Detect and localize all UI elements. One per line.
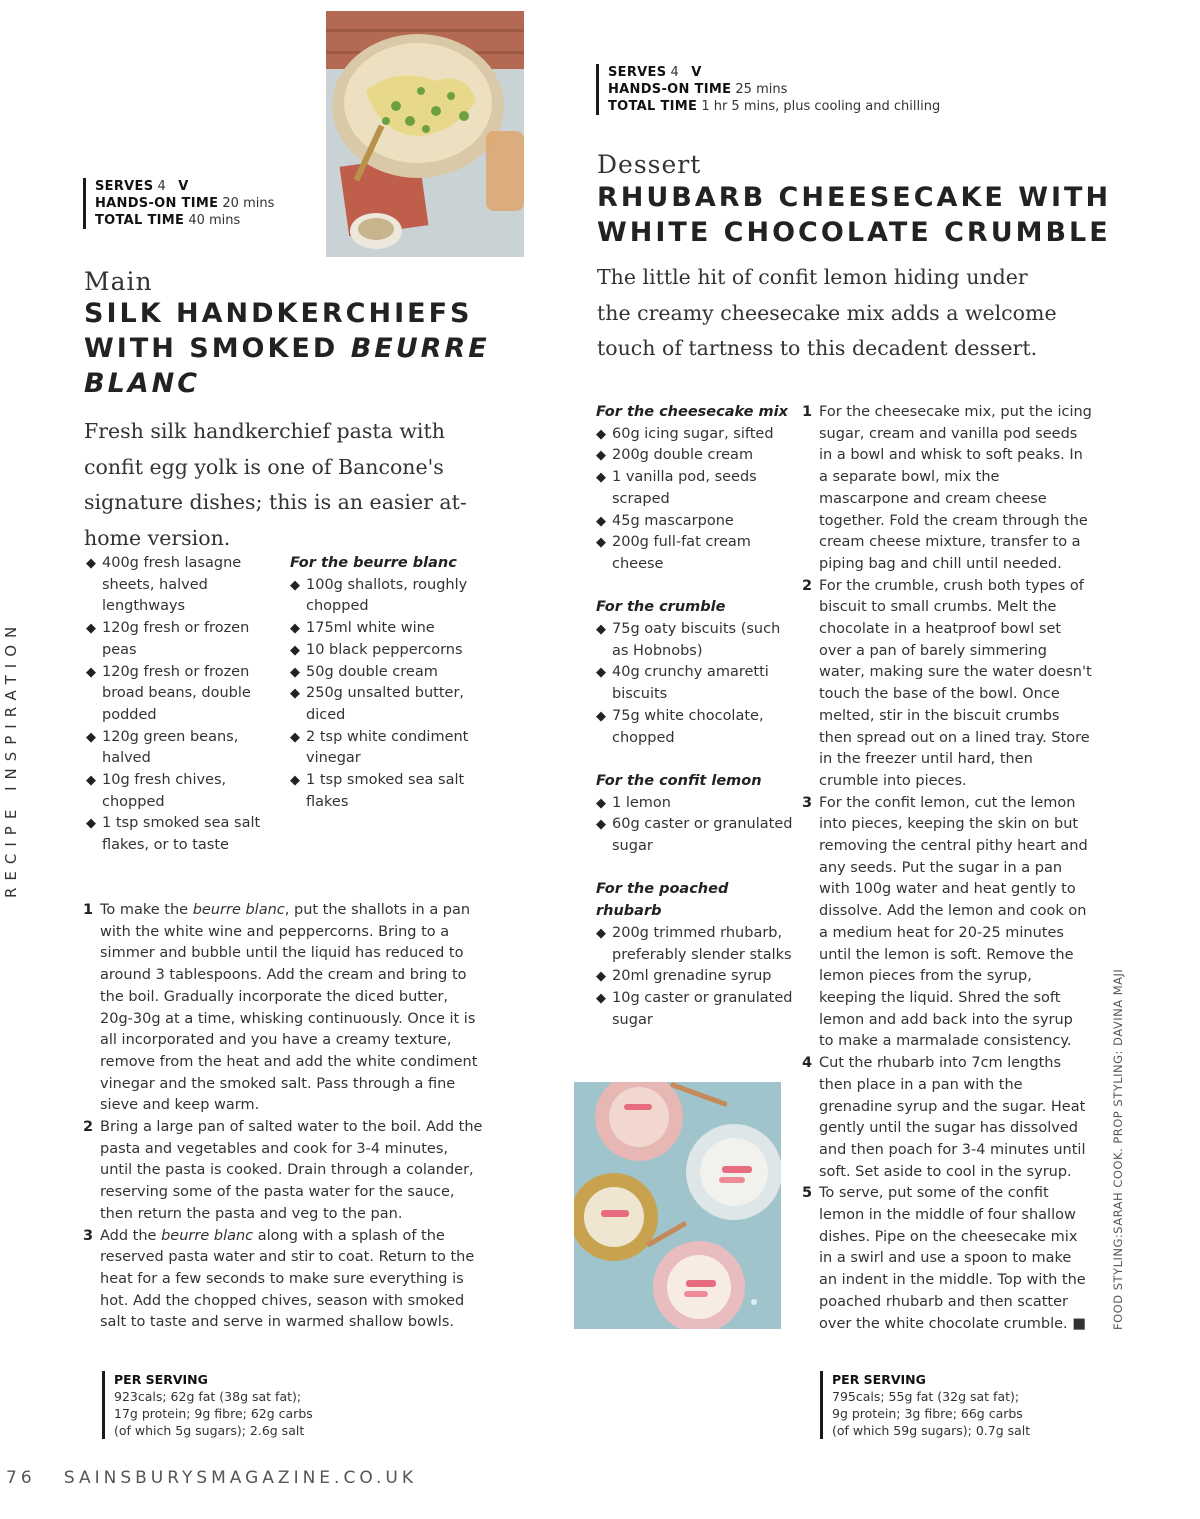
hands-on-label: HANDS-ON TIME: [608, 82, 732, 97]
ingredient-item: ◆ 400g fresh lasagne sheets, halved lengthways: [86, 553, 276, 618]
ingredient-heading: For the poached rhubarb: [596, 881, 729, 920]
ingredient-item: ◆ 50g double cream: [290, 662, 500, 684]
step-text: For the cheesecake mix, put the icing sugar, cream and vanilla pod seeds in a bowl and whisk to soft peaks. In a separate bowl, mix the mascarpone and cream cheese together. Fold the cream through the cream cheese mixture, transfer to a piping bag and chill until needed.: [819, 404, 1092, 572]
step-text: To make the: [100, 902, 193, 918]
total-label: TOTAL TIME: [95, 213, 185, 228]
main-title-line: SILK HANDKERCHIEFS: [84, 298, 473, 329]
ingredient-item: ◆ 250g unsalted butter, diced: [290, 683, 500, 726]
method-step: [83, 1226, 483, 1335]
hands-on-label: HANDS-ON TIME: [95, 196, 219, 211]
dessert-method: [802, 402, 1092, 1335]
ingredient-item: ◆ 120g fresh or frozen peas: [86, 618, 276, 661]
dessert-intro: The little hit of confit lemon hiding under the creamy cheesecake mix adds a welcome touch of tartness to this decadent dessert.: [597, 265, 1057, 360]
ingredient-item: ◆ 175ml white wine: [290, 618, 500, 640]
total-value: 1 hr 5 mins, plus cooling and chilling: [701, 99, 941, 114]
step-number: 2: [802, 577, 813, 594]
ingredient-item: ◆ 75g oaty biscuits (such as Hobnobs): [596, 619, 796, 662]
ingredient-heading: For the beurre blanc: [290, 555, 457, 571]
step-number: 3: [802, 794, 813, 811]
serves-value: 4: [157, 179, 166, 194]
ingredient-item: ◆ 1 lemon: [596, 793, 796, 815]
ingredient-item: ◆ 1 vanilla pod, seeds scraped: [596, 467, 796, 510]
footer-site[interactable]: SAINSBURYSMAGAZINE.CO.UK: [63, 1468, 418, 1488]
main-title-italic: BLANC: [84, 368, 201, 399]
nutrition-line: (of which 5g sugars); 2.6g salt: [114, 1423, 305, 1438]
serves-value: 4: [670, 65, 679, 80]
main-title-italic: BEURRE: [350, 333, 490, 364]
per-serving-label: PER SERVING: [832, 1372, 926, 1387]
main-intro: Fresh silk handkerchief pasta with confit egg yolk is one of Bancone's signature dishes; this is an easier at-home version.: [84, 419, 467, 550]
step-text: Bring a large pan of salted water to the boil. Add the pasta and vegetables and cook for 3-4 minutes, until the pasta is cooked. Drain through a colander, reserving some of the pasta water for the sauce, then return the pasta and veg to the pan.: [100, 1119, 483, 1222]
ingredient-item: ◆ 40g crunchy amaretti biscuits: [596, 662, 796, 705]
main-method: [83, 900, 483, 1334]
ingredient-item: ◆ 120g fresh or frozen broad beans, double podded: [86, 662, 276, 727]
nutrition-line: 9g protein; 3g fibre; 66g carbs: [832, 1406, 1023, 1421]
method-step: [802, 793, 1092, 1053]
step-text: For the confit lemon, cut the lemon into pieces, keeping the skin on but removing the central pithy heart and any seeds. Put the sugar in a pan with 100g water and heat gently to dissolve. Add the lemon and cook on a medium heat for 20-25 minutes until the lemon is soft. Remove the lemon pieces from the syrup, keeping the liquid. Shred the soft lemon and add back into the syrup to make a marmalade consistency.: [819, 794, 1088, 1050]
ingredient-item: ◆ 10g fresh chives, chopped: [86, 770, 276, 813]
step-text: , put the shallots in a pan with the white wine and peppercorns. Bring to a simmer and bubble until the liquid has reduced to around 3 tablespoons. Add the cream and bring to the boil. Gradually incorporate the diced butter, 20g-30g at a time, whisking continuously. Once it is all incorporated and you have a creamy texture, remove from the heat and add the white condiment vinegar and the smoked salt. Pass through a fine sieve and keep warm.: [100, 902, 478, 1114]
hands-on-value: 20 mins: [222, 196, 275, 211]
diet-badge: V: [691, 65, 702, 80]
main-meta: [83, 178, 274, 229]
nutrition-line: (of which 59g sugars); 0.7g salt: [832, 1423, 1031, 1438]
ingredient-item: ◆ 10 black peppercorns: [290, 640, 500, 662]
footer: [6, 1468, 417, 1488]
ingredient-item: ◆ 75g white chocolate, chopped: [596, 706, 796, 749]
step-number: 1: [802, 404, 813, 420]
section-label: RECIPE INSPIRATION: [2, 619, 20, 898]
ingredient-heading: For the confit lemon: [596, 772, 762, 789]
main-ingredients: [86, 553, 276, 857]
beurre-blanc-ingredients: [290, 553, 500, 813]
serves-label: SERVES: [608, 65, 667, 80]
ingredient-item: ◆ 200g trimmed rhubarb, preferably slender stalks: [596, 923, 796, 966]
total-value: 40 mins: [188, 213, 241, 228]
dessert-title: [597, 180, 1177, 250]
step-text: To serve, put some of the confit lemon in the middle of four shallow dishes. Pipe on the cheesecake mix in a swirl and use a spoon to make an indent in the middle. Top with the poached rhubarb and then scatter over the white chocolate crumble.: [819, 1185, 1086, 1332]
step-number: 4: [802, 1055, 813, 1072]
step-number: 3: [83, 1227, 94, 1244]
method-step: [802, 1183, 1092, 1335]
ingredient-item: ◆ 100g shallots, roughly chopped: [290, 575, 500, 618]
main-nutrition: [102, 1371, 313, 1439]
dessert-nutrition: [820, 1371, 1030, 1439]
dessert-title-line: WHITE CHOCOLATE CRUMBLE: [597, 217, 1111, 248]
main-course-label: Main: [84, 267, 153, 296]
step-text: For the crumble, crush both types of biscuit to small crumbs. Melt the chocolate in a heatproof bowl set over a pan of barely simmering water, making sure the water doesn't touch the base of the bowl. Once melted, stir in the biscuit crumbs then spread out on a lined tray. Store in the freezer until hard, then crumble into pieces.: [819, 577, 1092, 789]
cheesecake-photo: [574, 1082, 781, 1329]
step-number: 5: [802, 1185, 813, 1202]
main-title: [84, 296, 524, 401]
step-number: 2: [83, 1119, 94, 1136]
ingredient-item: ◆ 20ml grenadine syrup: [596, 966, 796, 988]
hands-on-value: 25 mins: [735, 82, 788, 97]
step-number: 1: [83, 902, 94, 918]
photo-credit: FOOD STYLING:SARAH COOK. PROP STYLING: DAVINA MAJI: [1111, 968, 1125, 1330]
serves-label: SERVES: [95, 179, 154, 194]
step-text: along with a splash of the reserved pasta water and stir to coat. Return to the heat for a few seconds to make sure everything is hot. Add the chopped chives, season with smoked salt to taste and serve in warmed shallow bowls.: [100, 1227, 475, 1331]
ingredient-item: ◆ 45g mascarpone: [596, 511, 796, 533]
ingredient-item: ◆ 10g caster or granulated sugar: [596, 988, 796, 1031]
step-text: Cut the rhubarb into 7cm lengths then place in a pan with the grenadine syrup and the sugar. Heat gently until the sugar has dissolved and then poach for 3-4 minutes until soft. Set aside to cool in the syrup.: [819, 1055, 1086, 1180]
method-step: [83, 900, 483, 1117]
step-text-italic: beurre blanc: [161, 1227, 254, 1244]
step-text: Add the: [100, 1227, 162, 1244]
ingredient-item: ◆ 60g caster or granulated sugar: [596, 814, 796, 857]
step-text-italic: beurre blanc: [192, 902, 285, 918]
dessert-title-line: RHUBARB CHEESECAKE WITH: [597, 182, 1112, 213]
main-title-line: WITH SMOKED: [84, 333, 351, 364]
ingredient-heading: For the crumble: [596, 599, 726, 616]
nutrition-line: 923cals; 62g fat (38g sat fat);: [114, 1389, 302, 1404]
method-step: [802, 576, 1092, 793]
dessert-course-label: Dessert: [597, 150, 702, 179]
ingredient-item: ◆ 1 tsp smoked sea salt flakes, or to taste: [86, 813, 276, 856]
page-number: 76: [6, 1468, 36, 1488]
method-step: [83, 1117, 483, 1226]
ingredient-heading: For the cheesecake mix: [596, 404, 788, 420]
method-step: [802, 1053, 1092, 1183]
dessert-ingredients: [596, 402, 796, 1031]
end-mark-icon: ■: [1072, 1315, 1086, 1332]
ingredient-item: ◆ 200g double cream: [596, 445, 796, 467]
diet-badge: V: [178, 179, 189, 194]
ingredient-item: ◆ 2 tsp white condiment vinegar: [290, 727, 500, 770]
per-serving-label: PER SERVING: [114, 1372, 208, 1387]
ingredient-item: ◆ 60g icing sugar, sifted: [596, 424, 796, 446]
total-label: TOTAL TIME: [608, 99, 698, 114]
ingredient-item: ◆ 200g full-fat cream cheese: [596, 532, 796, 575]
nutrition-line: 795cals; 55g fat (32g sat fat);: [832, 1389, 1020, 1404]
pasta-photo: [326, 11, 524, 257]
ingredient-item: ◆ 1 tsp smoked sea salt flakes: [290, 770, 500, 813]
nutrition-line: 17g protein; 9g fibre; 62g carbs: [114, 1406, 313, 1421]
dessert-meta: [596, 64, 940, 115]
method-step: [802, 402, 1092, 576]
ingredient-item: ◆ 120g green beans, halved: [86, 727, 276, 770]
